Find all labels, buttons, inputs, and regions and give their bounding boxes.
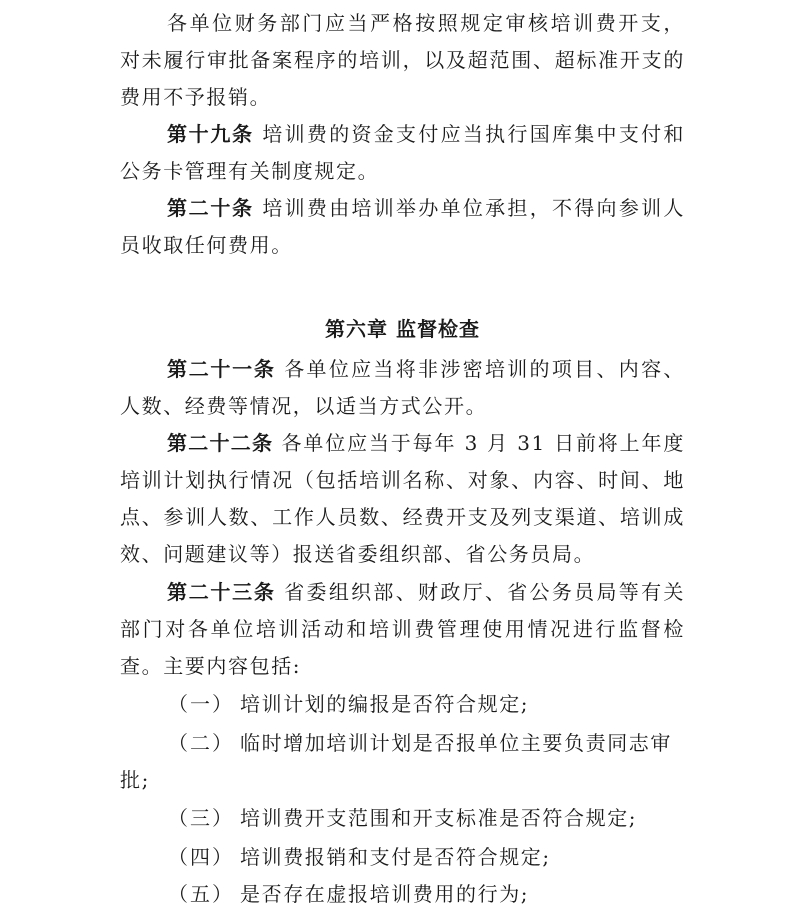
article-23 — [120, 574, 685, 685]
article-title: 第十九条 — [167, 122, 254, 146]
paragraph-finance-review — [120, 5, 685, 116]
list-item-text: 培训费开支范围和开支标准是否符合规定; — [240, 806, 638, 830]
article-text: 各单位应当于每年 3 月 31 日前将上年度培训计划执行情况（包括培训名称、对象、内容、时间、地点、参训人数、工作人员数、经费开支及列支渠道、培训成效、问题建议等）报送省委组织部、省公务员局。 — [120, 431, 685, 566]
article-title: 第二十二条 — [167, 431, 274, 455]
article-22 — [120, 425, 685, 573]
list-item-text: 培训计划的编报是否符合规定; — [240, 692, 530, 716]
article-text: 培训费的资金支付应当执行国库集中支付和公务卡管理有关制度规定。 — [120, 122, 685, 183]
list-item-number: （四） — [168, 845, 234, 869]
article-19 — [120, 116, 685, 190]
article-title: 第二十一条 — [167, 357, 276, 381]
article-21 — [120, 351, 685, 425]
list-item — [120, 876, 685, 913]
list-item-text: 是否存在虚报培训费用的行为; — [240, 882, 530, 906]
article-text: 培训费由培训举办单位承担，不得向参训人员收取任何费用。 — [120, 196, 685, 257]
chapter-heading: 第六章 监督检查 — [325, 317, 480, 341]
list-item-number: （五） — [168, 882, 234, 906]
list-item-text: 批; — [120, 768, 150, 792]
article-text: 各单位应当将非涉密培训的项目、内容、人数、经费等情况，以适当方式公开。 — [120, 357, 685, 418]
paragraph-text: 各单位财务部门应当严格按照规定审核培训费开支，对未履行审批备案程序的培训，以及超范围、超标准开支的费用不予报销。 — [120, 11, 685, 109]
list-item — [120, 800, 685, 837]
list-item-text: 临时增加培训计划是否报单位主要负责同志审 — [240, 731, 672, 755]
list-item-number: （一） — [168, 692, 234, 716]
list-item — [120, 686, 685, 723]
article-title: 第二十条 — [167, 196, 254, 220]
list-item-continuation — [120, 762, 685, 799]
list-item — [120, 725, 685, 762]
list-item-number: （二） — [168, 731, 234, 755]
article-20 — [120, 190, 685, 264]
article-text: 省委组织部、财政厅、省公务员局等有关部门对各单位培训活动和培训费管理使用情况进行监督检查。主要内容包括: — [120, 580, 685, 678]
article-title: 第二十三条 — [167, 580, 276, 604]
list-item-number: （三） — [168, 806, 234, 830]
list-item-text: 培训费报销和支付是否符合规定; — [240, 845, 551, 869]
list-item — [120, 839, 685, 876]
